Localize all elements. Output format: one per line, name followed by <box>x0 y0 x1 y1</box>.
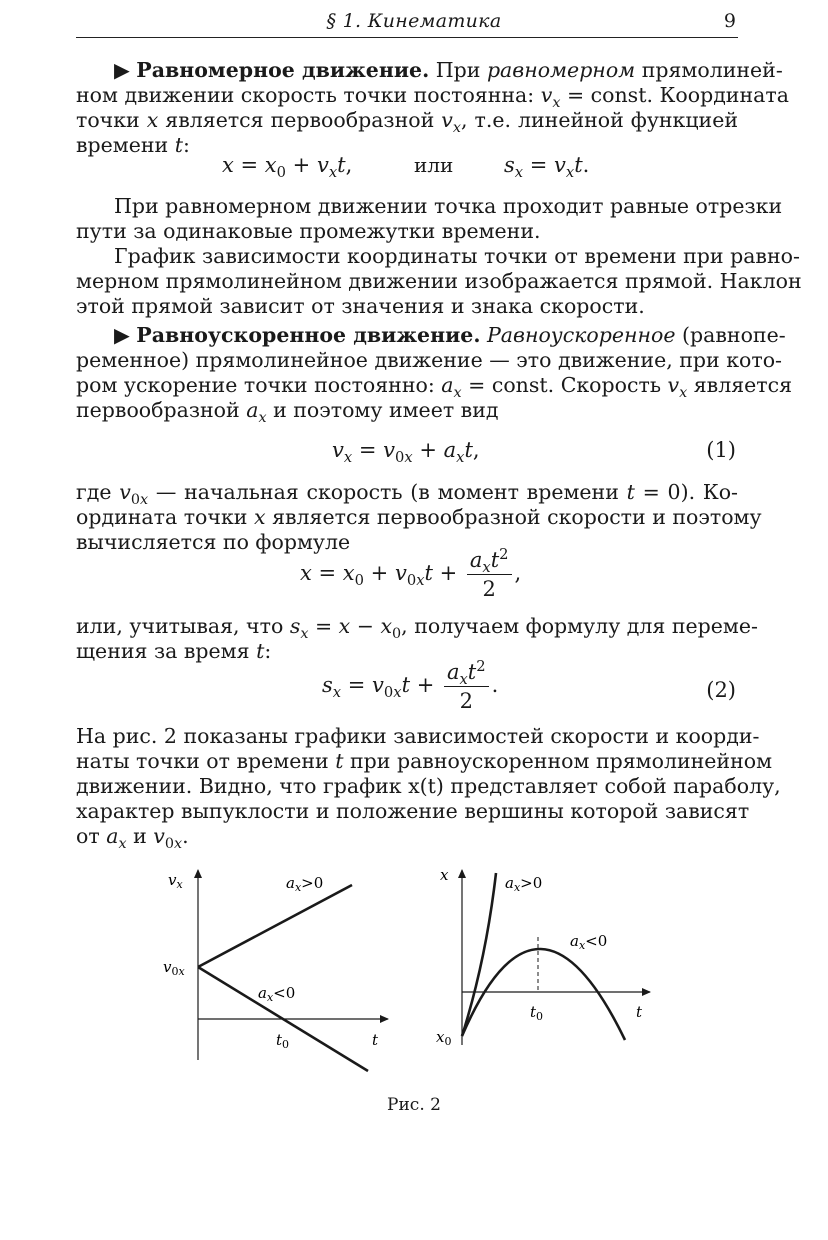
coordinate-curve-negative <box>462 949 625 1040</box>
coordinate-y-label: x <box>440 866 449 884</box>
paragraph-initial-velocity: где $v_{0x}$ — начальная скорость (в момент времени t = 0). Ко- ордината точки x является первообразной скорости и поэтому вычисляется по формуле <box>76 480 762 554</box>
coordinate-graph <box>436 866 650 1048</box>
formula-velocity: $v_x = v_{0x} + a_xt$, <box>332 438 480 467</box>
velocity-t-label: t <box>372 1031 379 1049</box>
equation-number-2: (2) <box>706 678 736 702</box>
coordinate-neg-label: $a_x<0$ <box>570 932 608 952</box>
figure-caption: Рис. 2 <box>387 1095 441 1115</box>
coordinate-intercept-label: $x_0$ <box>436 1028 452 1048</box>
paragraph-accelerated-motion: ▶ Равноускоренное движение. Равноускоренное (равнопе- ременное) прямолинейное движение — это движение, при кото- ром ускорение точки постоянно: $a_x$ = const. Скорость $v_x$ является первообразной $a_x$ и поэтому имеет вид <box>76 323 793 427</box>
formula-uniform-displacement: $s_x = v_xt$. <box>504 153 590 182</box>
triangle-bullet-icon: ▶ <box>114 58 130 82</box>
paragraph-figure-description: На рис. 2 показаны графики зависимостей скорости и коорди- наты точки от времени t при равноускоренном прямолинейном движении. Видно, что график x(t) представляет собой параболу, характер выпуклости и положение вершины которой зависят от $a_x$ и $v_{0x}$. <box>76 724 781 853</box>
velocity-t0-label: $t_0$ <box>276 1031 290 1051</box>
velocity-intercept-label: $v_0x$ <box>163 958 185 978</box>
coordinate-t0-label: $t_0$ <box>530 1003 544 1023</box>
equation-number-1: (1) <box>706 438 736 462</box>
triangle-bullet-icon: ▶ <box>114 323 130 347</box>
coordinate-t-label: t <box>636 1003 643 1021</box>
running-header: § 1. Кинематика <box>326 10 502 32</box>
formula-coordinate: $x = x_0 + v_{0x}t$ + $\frac{a_xt^2}{2}$ , <box>300 546 522 601</box>
velocity-pos-label: $a_x>0$ <box>286 874 324 894</box>
page-number: 9 <box>723 10 736 32</box>
paragraph-displacement: или, учитывая, что $s_x = x - x_0$, получаем формулу для переме- щения за время t: <box>76 614 758 663</box>
section-title-uniform: Равномерное движение. <box>136 58 430 82</box>
velocity-neg-label: $a_x<0$ <box>258 984 296 1004</box>
velocity-line-positive <box>198 885 352 967</box>
section-title-accelerated: Равноускоренное движение. <box>136 323 481 347</box>
formula-uniform-coordinate: $x = x_0 + v_xt$, <box>222 153 353 182</box>
formula-displacement: $s_x = v_{0x}t$ + $\frac{a_xt^2}{2}$ . <box>322 658 499 713</box>
paragraph-equal-segments: При равномерном движении точка проходит равные отрезки пути за одинаковые промежутки времени. <box>76 194 783 243</box>
paragraph-uniform-motion: ▶ Равномерное движение. При равномерном прямолиней- ном движении скорость точки постоянна: $v_x$ = const. Координата точки x является первообразной $v_x$, т.е. линейной функцией времени t: <box>76 58 789 157</box>
formula-or: или <box>414 153 454 177</box>
velocity-y-label: $v_x$ <box>168 871 183 891</box>
coordinate-curve-positive <box>462 873 496 1036</box>
coordinate-pos-label: $a_x>0$ <box>505 874 543 894</box>
paragraph-graph-line: График зависимости координаты точки от времени при равно- мерном прямолинейном движении изображается прямой. Наклон этой прямой зависит от значения и знака скорости. <box>76 244 802 318</box>
velocity-graph <box>163 870 388 1071</box>
